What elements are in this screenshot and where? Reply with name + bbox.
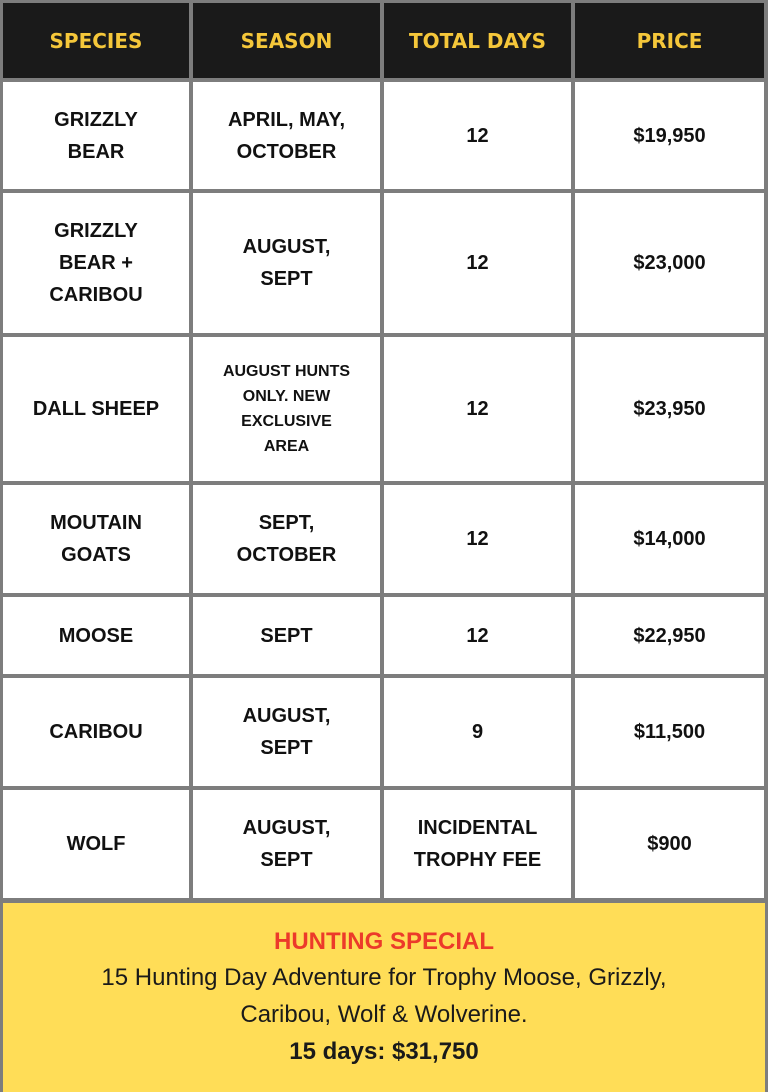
species-cell xyxy=(0,678,193,790)
price-cell xyxy=(575,597,768,678)
price-text: $14,000 xyxy=(633,528,706,550)
days-cell xyxy=(384,678,575,790)
species-cell xyxy=(0,337,193,485)
special-price: 15 days: $31,750 xyxy=(289,1038,479,1065)
table-row xyxy=(0,597,768,678)
price-cell xyxy=(575,337,768,485)
season-text: AUGUST, SEPT xyxy=(242,705,331,759)
table-row xyxy=(0,193,768,337)
price-cell xyxy=(575,678,768,790)
days-text: 9 xyxy=(471,721,484,743)
days-cell xyxy=(384,193,575,337)
species-cell xyxy=(0,193,193,337)
species-text: WOLF xyxy=(66,833,126,855)
price-text: $22,950 xyxy=(633,624,706,647)
species-text: GRIZZLY BEAR xyxy=(54,108,138,163)
season-text: SEPT xyxy=(260,624,313,647)
species-cell xyxy=(0,82,193,193)
species-text: DALL SHEEP xyxy=(32,398,160,420)
table-row xyxy=(0,82,768,193)
season-cell xyxy=(193,337,384,485)
price-text: $23,000 xyxy=(633,252,706,274)
season-cell xyxy=(193,193,384,337)
header-season: SEASON xyxy=(193,0,384,82)
season-cell xyxy=(193,82,384,193)
special-description: 15 Hunting Day Adventure for Trophy Moose, Grizzly, Caribou, Wolf & Wolverine. xyxy=(101,964,667,1028)
table-row xyxy=(0,485,768,597)
species-text: GRIZZLY BEAR + CARIBOU xyxy=(49,220,143,306)
price-cell xyxy=(575,485,768,597)
table-row xyxy=(0,790,768,902)
price-text: $900 xyxy=(647,833,692,855)
header-total-days: TOTAL DAYS xyxy=(384,0,575,82)
days-text: 12 xyxy=(466,624,489,647)
price-text: $19,950 xyxy=(633,124,706,147)
table-row xyxy=(0,337,768,485)
season-cell xyxy=(193,597,384,678)
season-text: AUGUST, SEPT xyxy=(242,817,331,871)
price-cell xyxy=(575,82,768,193)
price-cell xyxy=(575,790,768,902)
price-text: $11,500 xyxy=(633,721,706,743)
special-title: HUNTING SPECIAL xyxy=(273,928,494,955)
days-cell xyxy=(384,82,575,193)
days-text: 12 xyxy=(466,398,489,420)
price-text: $23,950 xyxy=(633,398,706,420)
header-price: PRICE xyxy=(575,0,768,82)
season-cell xyxy=(193,790,384,902)
season-text: APRIL, MAY, OCTOBER xyxy=(227,108,346,163)
header-species: SPECIES xyxy=(0,0,193,82)
season-cell xyxy=(193,485,384,597)
price-cell xyxy=(575,193,768,337)
species-text: MOUTAIN GOATS xyxy=(50,512,142,566)
season-text: SEPT, OCTOBER xyxy=(236,512,337,566)
species-cell xyxy=(0,790,193,902)
days-text: 12 xyxy=(466,528,489,550)
days-cell xyxy=(384,597,575,678)
season-text: AUGUST, SEPT xyxy=(242,236,331,290)
species-cell xyxy=(0,597,193,678)
season-text: AUGUST HUNTS ONLY. NEW EXCLUSIVE AREA xyxy=(222,363,351,455)
table-row xyxy=(0,678,768,790)
days-cell xyxy=(384,790,575,902)
days-cell xyxy=(384,485,575,597)
days-text: INCIDENTAL TROPHY FEE xyxy=(413,817,542,871)
hunting-special-banner xyxy=(3,903,765,1092)
season-cell xyxy=(193,678,384,790)
days-cell xyxy=(384,337,575,485)
species-text: CARIBOU xyxy=(49,721,143,743)
header-row xyxy=(0,0,768,82)
species-cell xyxy=(0,485,193,597)
species-text: MOOSE xyxy=(58,624,134,647)
days-text: 12 xyxy=(466,124,489,147)
days-text: 12 xyxy=(466,252,489,274)
